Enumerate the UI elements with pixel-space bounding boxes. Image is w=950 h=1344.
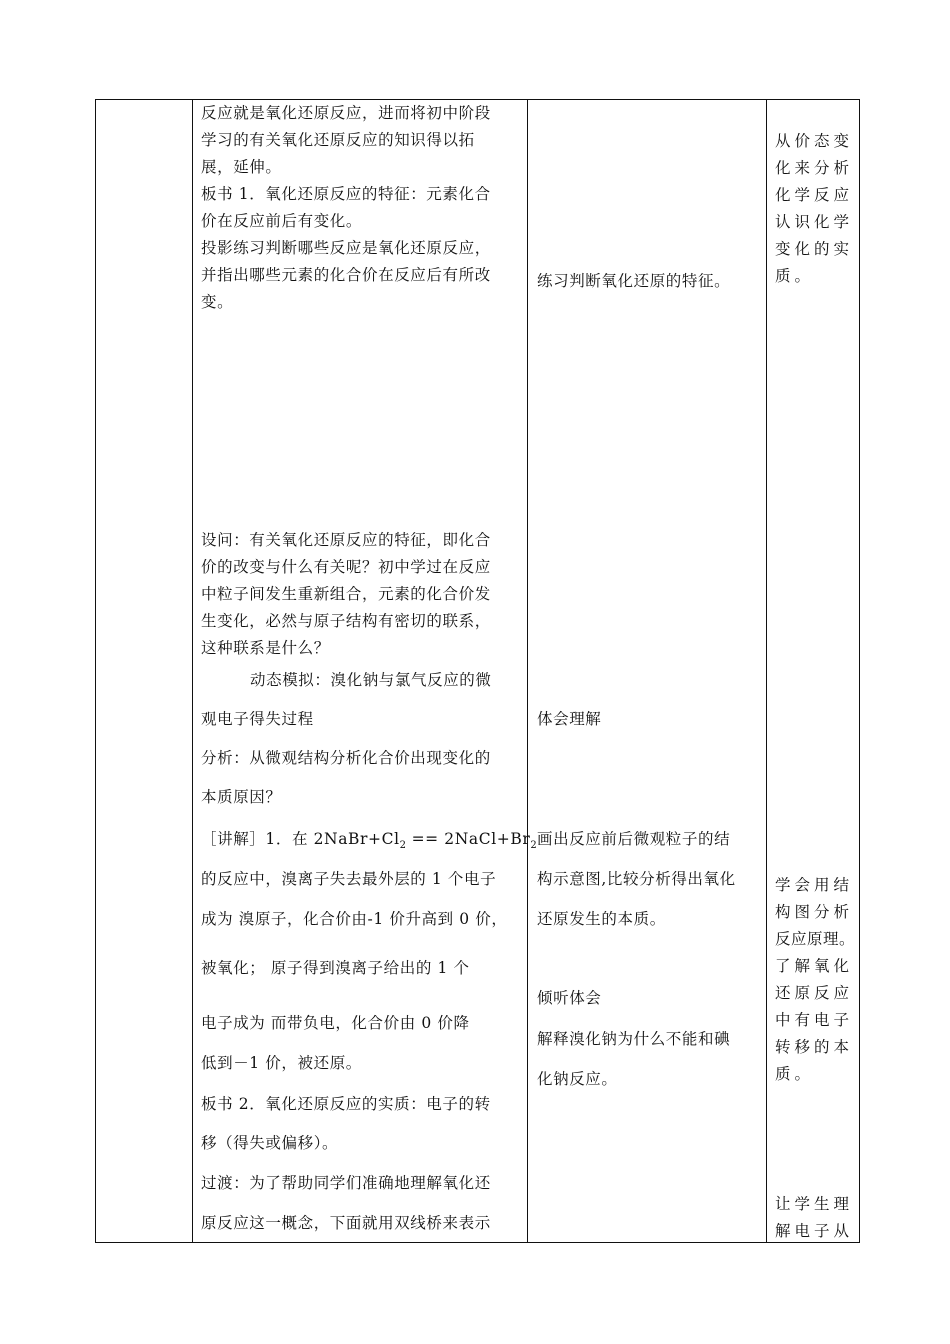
text-line: 从价态变 [775,132,854,150]
text-line: 画出反应前后微观粒子的结 [537,830,731,848]
subscript: 2 [530,840,537,851]
text-line: 动态模拟：溴化钠与氯气反应的微 [250,671,492,689]
column-divider-1 [192,100,193,1242]
text-line: 化学反应 [775,186,854,204]
text-line: 让学生理 [775,1195,854,1213]
text-line: 还原发生的本质。 [537,910,666,928]
text-line: 板书 1．氧化还原反应的特征：元素化合 [201,185,491,203]
text-line: 反应就是氧化还原反应，进而将初中阶段 [201,104,491,122]
text-line: 学会用结 [775,876,854,894]
text-line: 生变化，必然与原子结构有密切的联系， [201,612,491,630]
text-line: 变化的实 [775,240,854,258]
equation-line [201,826,537,859]
text-line: 还原反应 [775,984,854,1002]
text-line: 倾听体会 [537,989,602,1007]
text-line: 移（得失或偏移）。 [201,1134,339,1152]
text-line: 中粒子间发生重新组合，元素的化合价发 [201,585,491,603]
equation-prefix: ［讲解］1．在 [201,830,314,848]
text-line: 解释溴化钠为什么不能和碘 [537,1030,731,1048]
text-line: 体会理解 [537,710,602,728]
text-line: 本质原因？ [201,788,282,806]
text-line: 的反应中，溴离子失去最外层的 1 个电子 [201,870,497,888]
column-divider-2 [527,100,528,1242]
text-line: 板书 2．氧化还原反应的实质：电子的转 [201,1095,491,1113]
subscript: 2 [399,840,407,851]
text-line: 解电子从 [775,1222,854,1240]
text-line: 展，延伸。 [201,158,282,176]
text-line: 价的改变与什么有关呢？初中学过在反应 [201,558,491,576]
column-divider-3 [766,100,767,1242]
text-line: 化钠反应。 [537,1070,618,1088]
text-line: 这种联系是什么？ [201,639,330,657]
text-line: 被氧化； 原子得到溴离子给出的 1 个 [201,959,470,977]
text-line: 认识化学 [775,213,854,231]
text-line: 中有电子 [775,1011,854,1029]
text-line: 构图分析 [775,903,854,921]
text-line: 了解氧化 [775,957,854,975]
text-line: 并指出哪些元素的化合价在反应后有所改 [201,266,491,284]
text-line: 质。 [775,267,815,285]
equation-equals: == [406,830,445,848]
text-line: 过渡：为了帮助同学们准确地理解氧化还 [201,1174,491,1192]
text-line: 设问：有关氧化还原反应的特征，即化合 [201,531,491,549]
text-line: 原反应这一概念，下面就用双线桥来表示 [201,1214,491,1232]
text-line: 观电子得失过程 [201,710,314,728]
text-line: 质。 [775,1065,815,1083]
text-line: 成为 溴原子，化合价由-1 价升高到 0 价， [201,910,508,928]
equation-products: 2NaCl+Br [444,830,531,848]
text-line: 低到－1 价，被还原。 [201,1054,362,1072]
text-line: 化来分析 [775,159,854,177]
text-line: 变。 [201,293,234,311]
text-line: 投影练习判断哪些反应是氧化还原反应， [201,239,491,257]
text-line: 电子成为 而带负电，化合价由 0 价降 [201,1014,470,1032]
text-line: 反应原理。 [775,930,856,948]
text-line: 学习的有关氧化还原反应的知识得以拓 [201,131,475,149]
text-line: 转移的本 [775,1038,854,1056]
equation-reactants: 2NaBr+Cl [313,830,400,848]
text-line: 价在反应前后有变化。 [201,212,363,230]
text-line: 分析：从微观结构分析化合价出现变化的 [201,749,491,767]
text-line: 练习判断氧化还原的特征。 [537,272,731,290]
text-line: 构示意图,比较分析得出氧化 [537,870,736,888]
